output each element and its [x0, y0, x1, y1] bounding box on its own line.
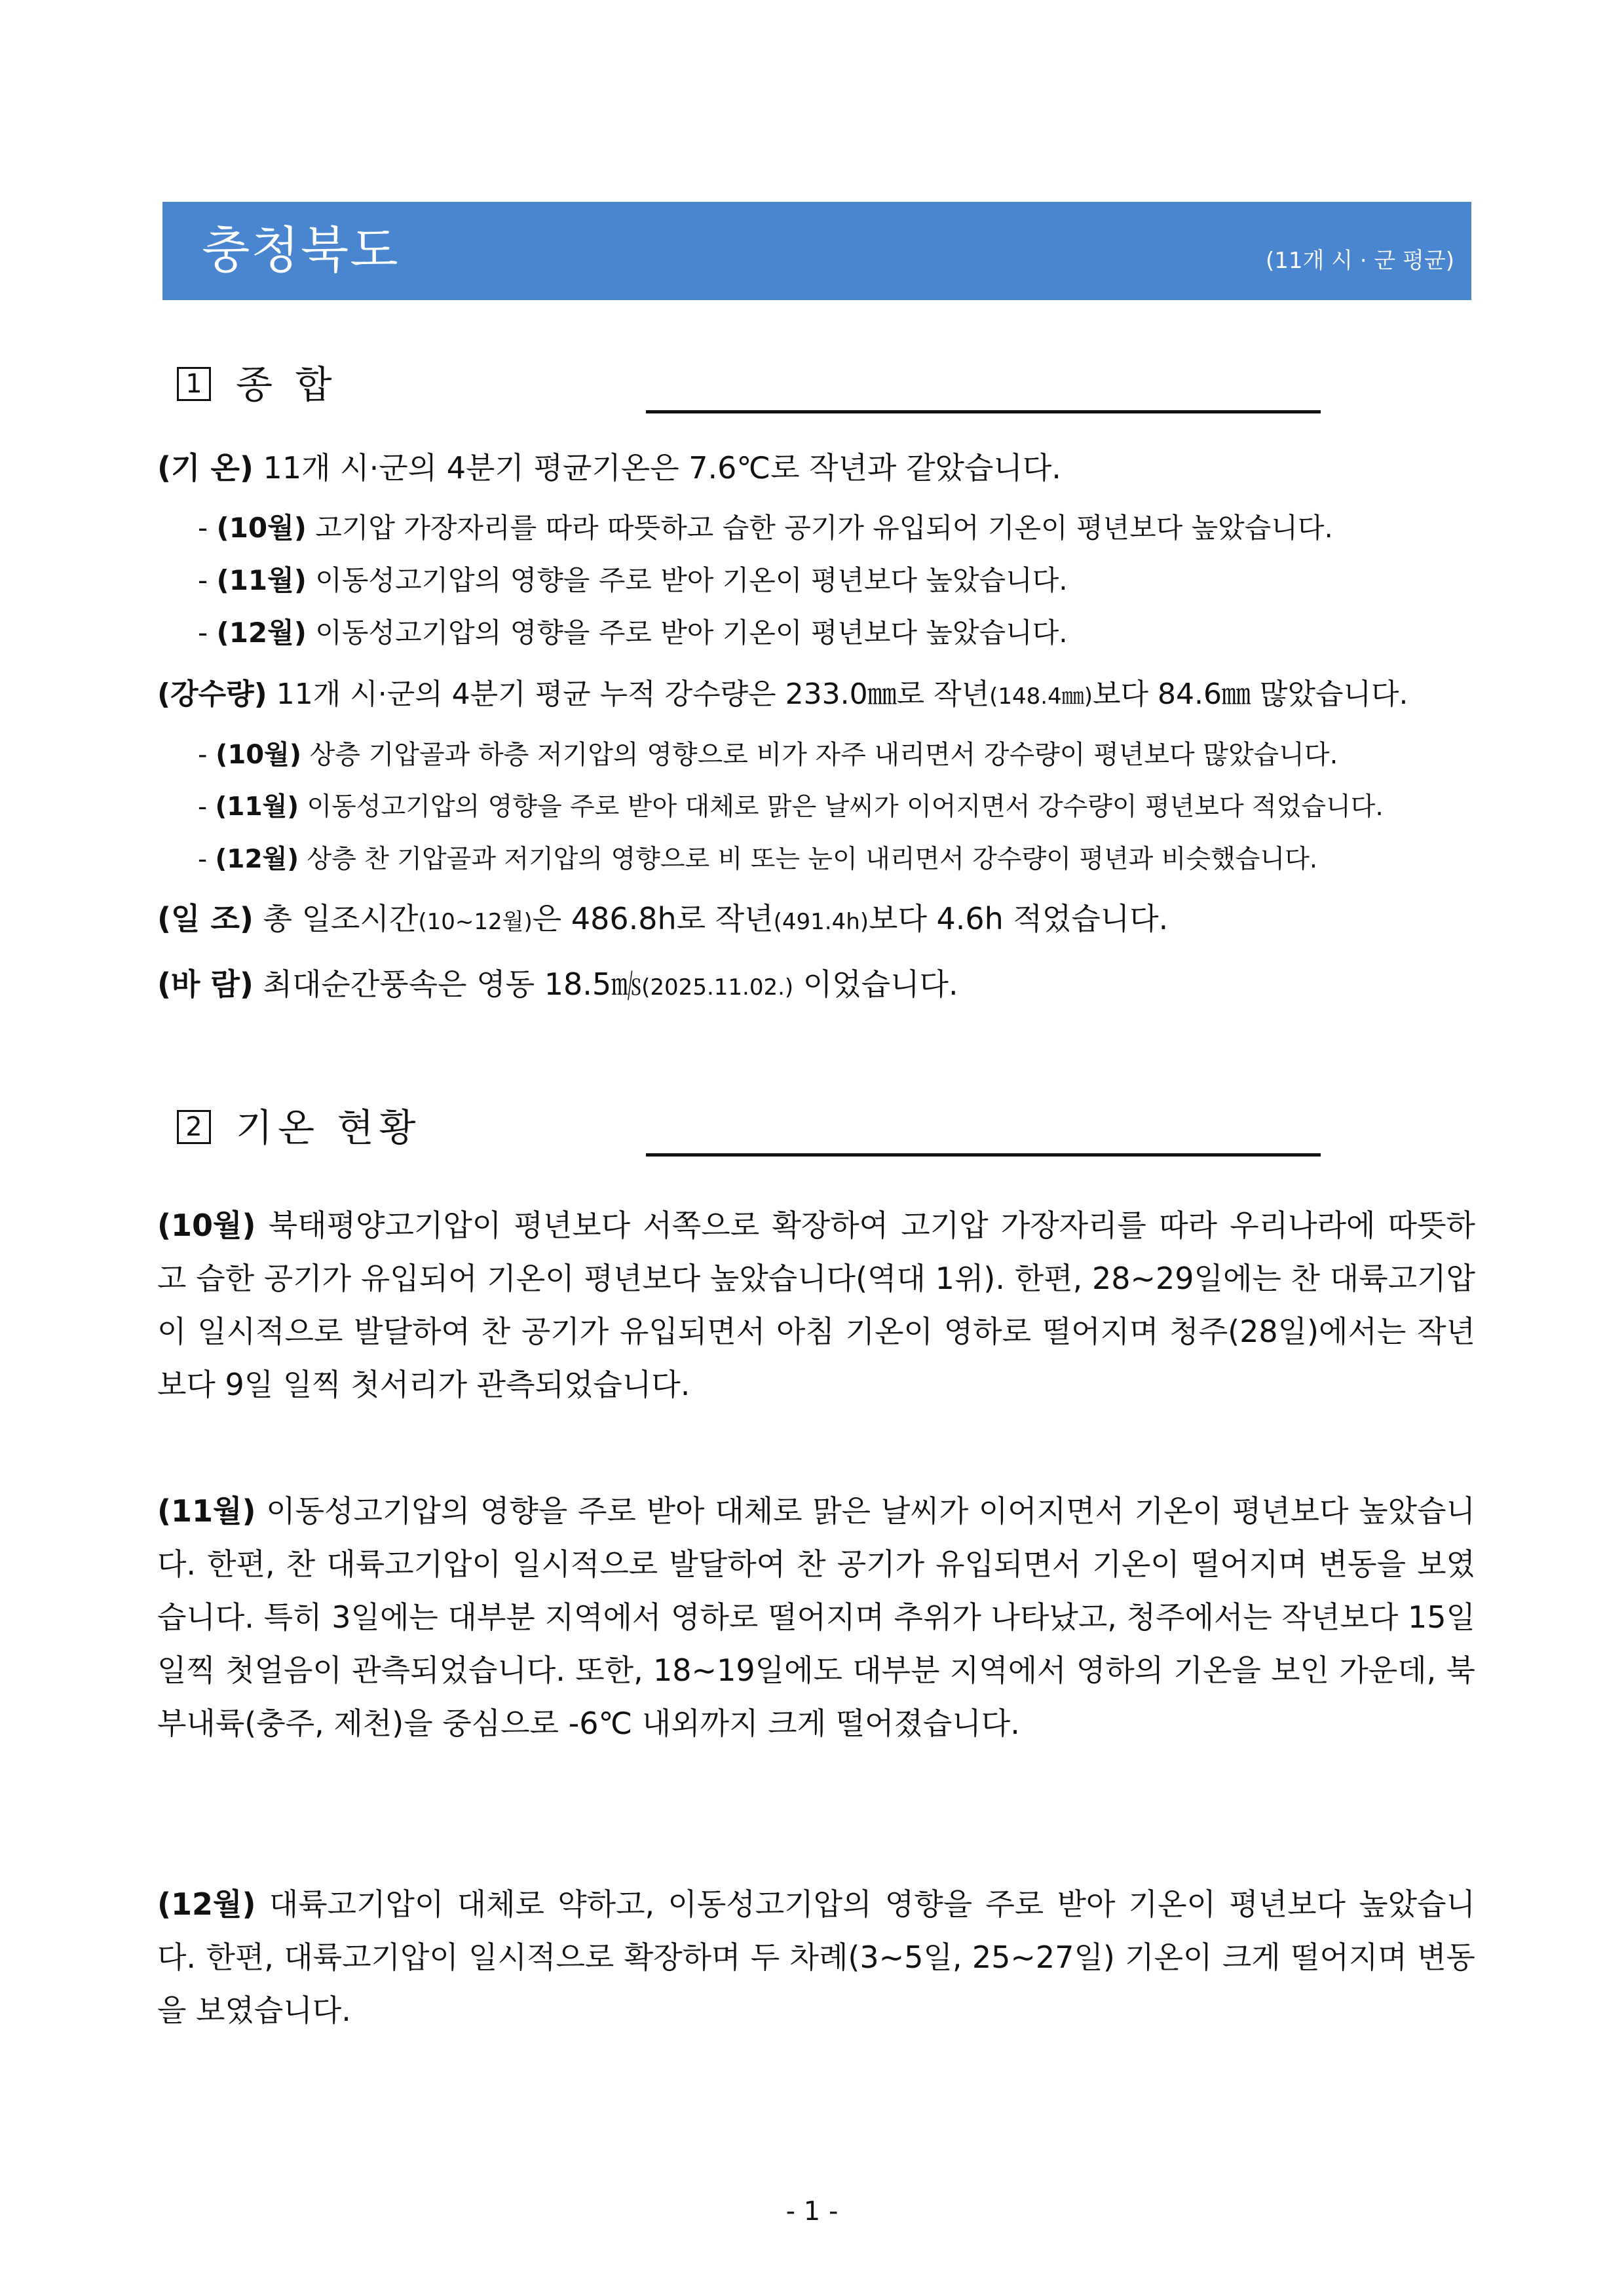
sunshine-last-year: (491.4h) — [773, 909, 869, 935]
section-divider — [646, 1153, 1321, 1157]
precipitation-item-oct: - (10월) 상층 기압골과 하층 저기압의 영향으로 비가 자주 내리면서 강수량이 평년보다 많았습니다. — [198, 740, 1338, 770]
month-label: (12월) — [216, 617, 307, 649]
month-label: (12월) — [157, 1886, 256, 1922]
item-text: 이동성고기압의 영향을 주로 받아 기온이 평년보다 높았습니다. — [306, 564, 1068, 596]
precipitation-last-year: (148.4㎜) — [989, 683, 1093, 710]
section-title: 기온 현황 — [236, 1105, 421, 1150]
item-text: 상층 찬 기압골과 저기압의 영향으로 비 또는 눈이 내리면서 강수량이 평년과 비슷했습니다. — [299, 845, 1318, 874]
item-text: 고기압 가장자리를 따라 따뜻하고 습한 공기가 유입되어 기온이 평년보다 높았습니다. — [306, 512, 1333, 544]
paragraph-text: 이동성고기압의 영향을 주로 받아 대체로 맑은 날씨가 이어지면서 기온이 평년보다 높았습니다. 한편, 찬 대륙고기압이 일시적으로 발달하여 찬 공기가 유입되면서 기온이 떨어지며 변동을 보였습니다. 특히 3일에는 대부분 지역에서 영하로 떨어지며 추위가 나타났고, 청주에서는 작년보다 15일 일찍 첫얼음이 관측되었습니다. 또한, 18~19일에도 대부분 지역에서 영하의 기온을 보인 가운데, 북부내륙(충주, 제천)을 중심으로 -6℃ 내외까지 크게 떨어졌습니다. — [157, 1493, 1475, 1741]
precipitation-item-nov: - (11월) 이동성고기압의 영향을 주로 받아 대체로 맑은 날씨가 이어지면서 강수량이 평년보다 적었습니다. — [198, 792, 1384, 822]
precipitation-text: 11개 시·군의 4분기 평균 누적 강수량은 233.0㎜로 작년 — [267, 678, 990, 711]
temperature-item-dec: - (12월) 이동성고기압의 영향을 주로 받아 기온이 평년보다 높았습니다. — [198, 617, 1068, 649]
month-label: (10월) — [157, 1208, 256, 1243]
region-banner — [162, 202, 1471, 300]
wind-date: (2025.11.02.) — [641, 974, 794, 1001]
section-title: 종 합 — [236, 362, 337, 407]
month-label: (11월) — [157, 1493, 256, 1529]
precipitation-item-dec: - (12월) 상층 찬 기압골과 저기압의 영향으로 비 또는 눈이 내리면서 강수량이 평년과 비슷했습니다. — [198, 845, 1318, 874]
page-title: 충청북도 — [202, 221, 400, 279]
wind-text-end: 이었습니다. — [793, 966, 958, 1002]
section-summary-heading — [177, 362, 1146, 414]
paragraph-text: 대륙고기압이 대체로 약하고, 이동성고기압의 영향을 주로 받아 기온이 평년보다 높았습니다. 한편, 대륙고기압이 일시적으로 확장하며 두 차례(3~5일, 25~27일) 기온이 크게 떨어지며 변동을 보였습니다. — [157, 1886, 1475, 2028]
summary-wind — [157, 965, 958, 1007]
sunshine-label: (일 조) — [157, 901, 254, 936]
summary-temperature — [157, 448, 1061, 488]
paragraph-december — [157, 1878, 1475, 2037]
month-label: (10월) — [216, 512, 307, 544]
temperature-item-oct: - (10월) 고기압 가장자리를 따라 따뜻하고 습한 공기가 유입되어 기온이 평년보다 높았습니다. — [198, 512, 1333, 544]
month-label: (10월) — [216, 740, 302, 770]
month-label: (12월) — [215, 845, 299, 874]
temperature-item-nov: - (11월) 이동성고기압의 영향을 주로 받아 기온이 평년보다 높았습니다. — [198, 564, 1068, 596]
precipitation-label: (강수량) — [157, 678, 267, 711]
precipitation-text-end: 보다 84.6㎜ 많았습니다. — [1093, 678, 1408, 711]
sunshine-text-mid: 은 486.8h로 작년 — [532, 901, 774, 936]
item-text: 상층 기압골과 하층 저기압의 영향으로 비가 자주 내리면서 강수량이 평년보다 많았습니다. — [301, 740, 1338, 770]
section-temperature-heading — [177, 1105, 1146, 1157]
sunshine-period: (10~12월) — [418, 909, 533, 935]
page-number: - 1 - — [785, 2196, 839, 2227]
month-label: (11월) — [216, 564, 307, 596]
sunshine-text-end: 보다 4.6h 적었습니다. — [869, 901, 1169, 936]
sunshine-text: 총 일조시간 — [253, 901, 419, 936]
section-number-box: 2 — [177, 1110, 211, 1144]
item-text: 이동성고기압의 영향을 주로 받아 대체로 맑은 날씨가 이어지면서 강수량이 평년보다 적었습니다. — [299, 792, 1384, 822]
summary-sunshine — [157, 899, 1168, 942]
section-divider — [646, 410, 1321, 413]
temperature-text: 11개 시·군의 4분기 평균기온은 7.6℃로 작년과 같았습니다. — [253, 450, 1061, 486]
section-number-box: 1 — [177, 367, 211, 401]
wind-text: 최대순간풍속은 영동 18.5㎧ — [253, 966, 642, 1002]
wind-label: (바 람) — [157, 966, 254, 1002]
paragraph-october — [157, 1199, 1475, 1411]
summary-precipitation — [157, 675, 1408, 716]
item-text: 이동성고기압의 영향을 주로 받아 기온이 평년보다 높았습니다. — [306, 617, 1068, 649]
paragraph-november — [157, 1485, 1475, 1750]
temperature-label: (기 온) — [157, 450, 254, 486]
paragraph-text: 북태평양고기압이 평년보다 서쪽으로 확장하여 고기압 가장자리를 따라 우리나라에 따뜻하고 습한 공기가 유입되어 기온이 평년보다 높았습니다(역대 1위). 한편, 28~29일에는 찬 대륙고기압이 일시적으로 발달하여 찬 공기가 유입되면서 아침 기온이 영하로 떨어지며 청주(28일)에서는 작년보다 9일 일찍 첫서리가 관측되었습니다. — [157, 1208, 1475, 1402]
month-label: (11월) — [215, 792, 299, 822]
region-note: (11개 시 · 군 평균) — [1265, 248, 1454, 274]
